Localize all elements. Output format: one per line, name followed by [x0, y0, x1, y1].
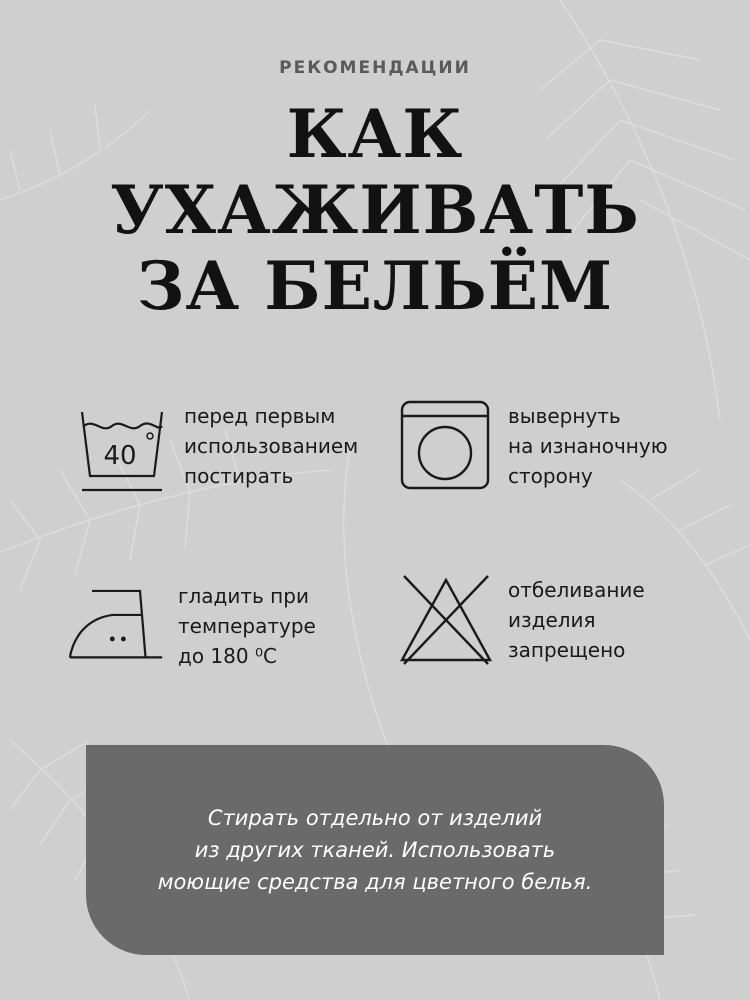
wash-note-panel: [86, 745, 664, 955]
care-item-wash: [74, 398, 358, 494]
care-text: [508, 575, 645, 665]
wash-40-icon: [74, 398, 170, 494]
care-text-line: отбеливание: [508, 578, 645, 602]
care-item-no-bleach: [398, 572, 645, 668]
iron-icon: [68, 578, 164, 674]
care-text: [508, 401, 668, 491]
care-text-line: перед первым: [184, 404, 336, 428]
title-line: ЗА БЕЛЬЁМ: [136, 247, 614, 325]
care-text: [184, 401, 358, 491]
note-line: Стирать отдельно от изделий: [207, 806, 543, 830]
page-title: [0, 96, 750, 324]
wash-temperature-label: 40: [103, 441, 137, 471]
title-line: КАК: [286, 95, 464, 173]
section-subtitle: РЕКОМЕНДАЦИИ: [279, 58, 471, 78]
tumble-dry-icon: [398, 398, 494, 494]
care-item-iron: [68, 578, 316, 674]
title-line: УХАЖИВАТЬ: [110, 171, 640, 249]
care-item-inside-out: [398, 398, 668, 494]
care-text-line: температуре: [178, 614, 316, 638]
care-text-line: запрещено: [508, 638, 626, 662]
care-text-line: на изнаночную: [508, 434, 668, 458]
no-bleach-icon: [398, 572, 494, 668]
care-text-line: постирать: [184, 464, 294, 488]
care-text-line: сторону: [508, 464, 593, 488]
note-line: моющие средства для цветного белья.: [157, 870, 593, 894]
care-text-line: гладить при: [178, 584, 309, 608]
care-text-line: до 180 ⁰С: [178, 644, 277, 668]
care-text-line: изделия: [508, 608, 596, 632]
care-text-line: вывернуть: [508, 404, 621, 428]
care-text-line: использованием: [184, 434, 359, 458]
care-text: [178, 581, 316, 671]
note-line: из других тканей. Использовать: [194, 838, 556, 862]
